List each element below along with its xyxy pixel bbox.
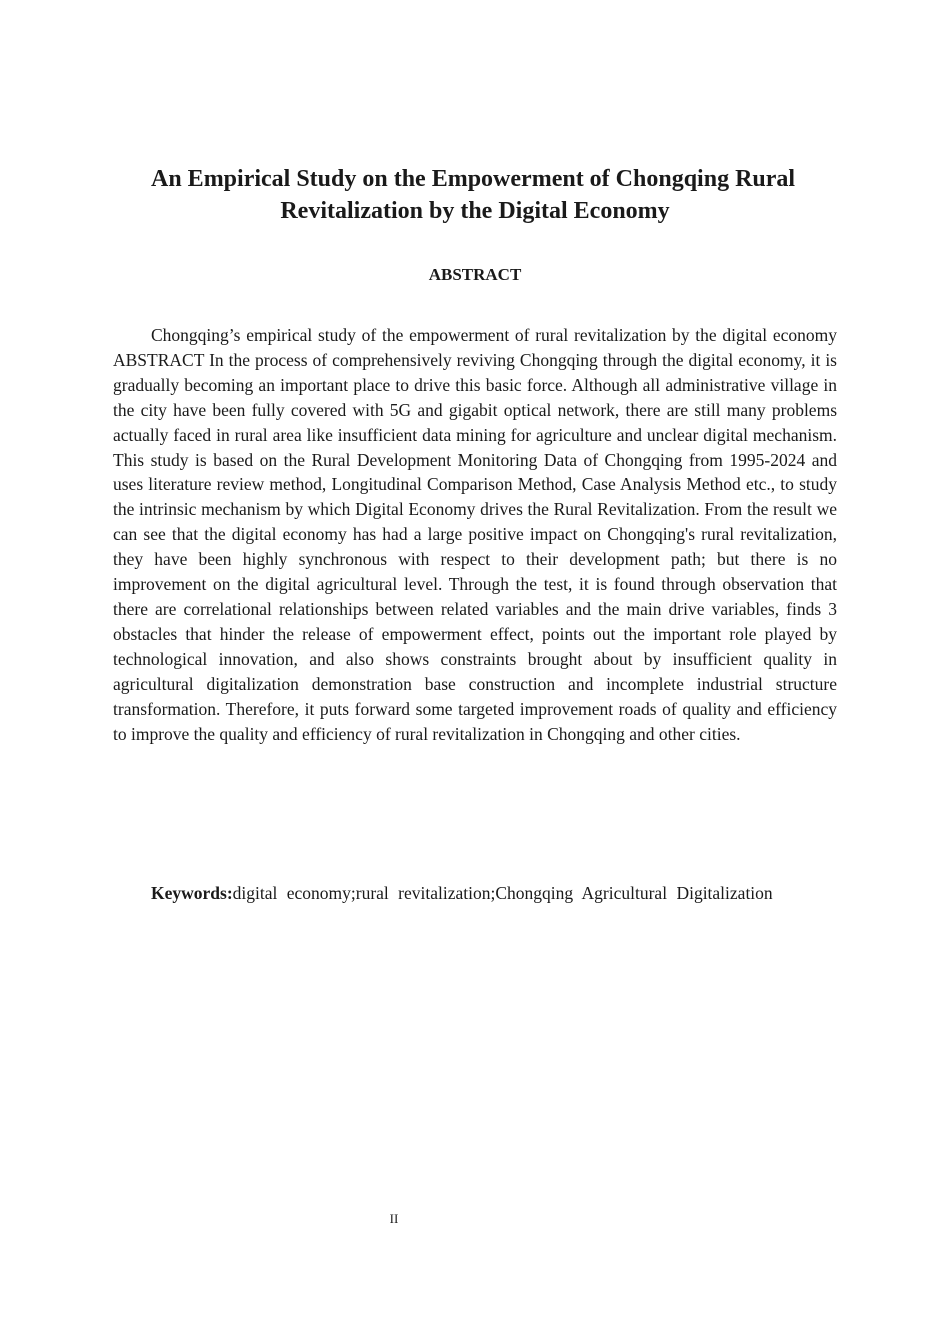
abstract-paragraph: Chongqing’s empirical study of the empowerment of rural revitalization by the digital economy ABSTRACT In the process of comprehensively reviving Chongqing through the digital economy, it is gradually becoming an important place to drive this basic force. Although all administrative village in the city have been fully covered with 5G and gigabit optical network, there are still many problems actually faced in rural area like insufficient data mining for agriculture and unclear digital mechanism. This study is based on the Rural Development Monitoring Data of Chongqing from 1995-2024 and uses literature review method, Longitudinal Comparison Method, Case Analysis Method etc., to study the intrinsic mechanism by which Digital Economy drives the Rural Revitalization. From the result we can see that the digital economy has had a large positive impact on Chongqing's rural revitalization, they have been highly synchronous with respect to their development path; but there is no improvement on the digital agricultural level. Through the test, it is found through observation that there are correlational relationships between related variables and the main drive variables, finds 3 obstacles that hinder the release of empowerment effect, points out the important role played by technological innovation, and also shows constraints brought about by insufficient quality in agricultural digitalization demonstration base construction and incomplete industrial structure transformation. Therefore, it puts forward some targeted improvement roads of quality and efficiency to improve the quality and efficiency of rural revitalization in Chongqing and other cities. bbox=[113, 325, 837, 744]
keywords-line bbox=[113, 881, 837, 906]
abstract-heading: ABSTRACT bbox=[428, 265, 522, 284]
keywords-label: Keywords: bbox=[151, 883, 233, 903]
keywords-text: digital economy;rural revitalization;Chongqing Agricultural Digitalization bbox=[232, 883, 773, 903]
paper-title bbox=[113, 163, 837, 227]
paper-title-line-1: An Empirical Study on the Empowerment of Chongqing Rural bbox=[151, 166, 796, 192]
paper-title-line-2: Revitalization by the Digital Economy bbox=[280, 198, 670, 224]
page-number: II bbox=[389, 1211, 399, 1226]
